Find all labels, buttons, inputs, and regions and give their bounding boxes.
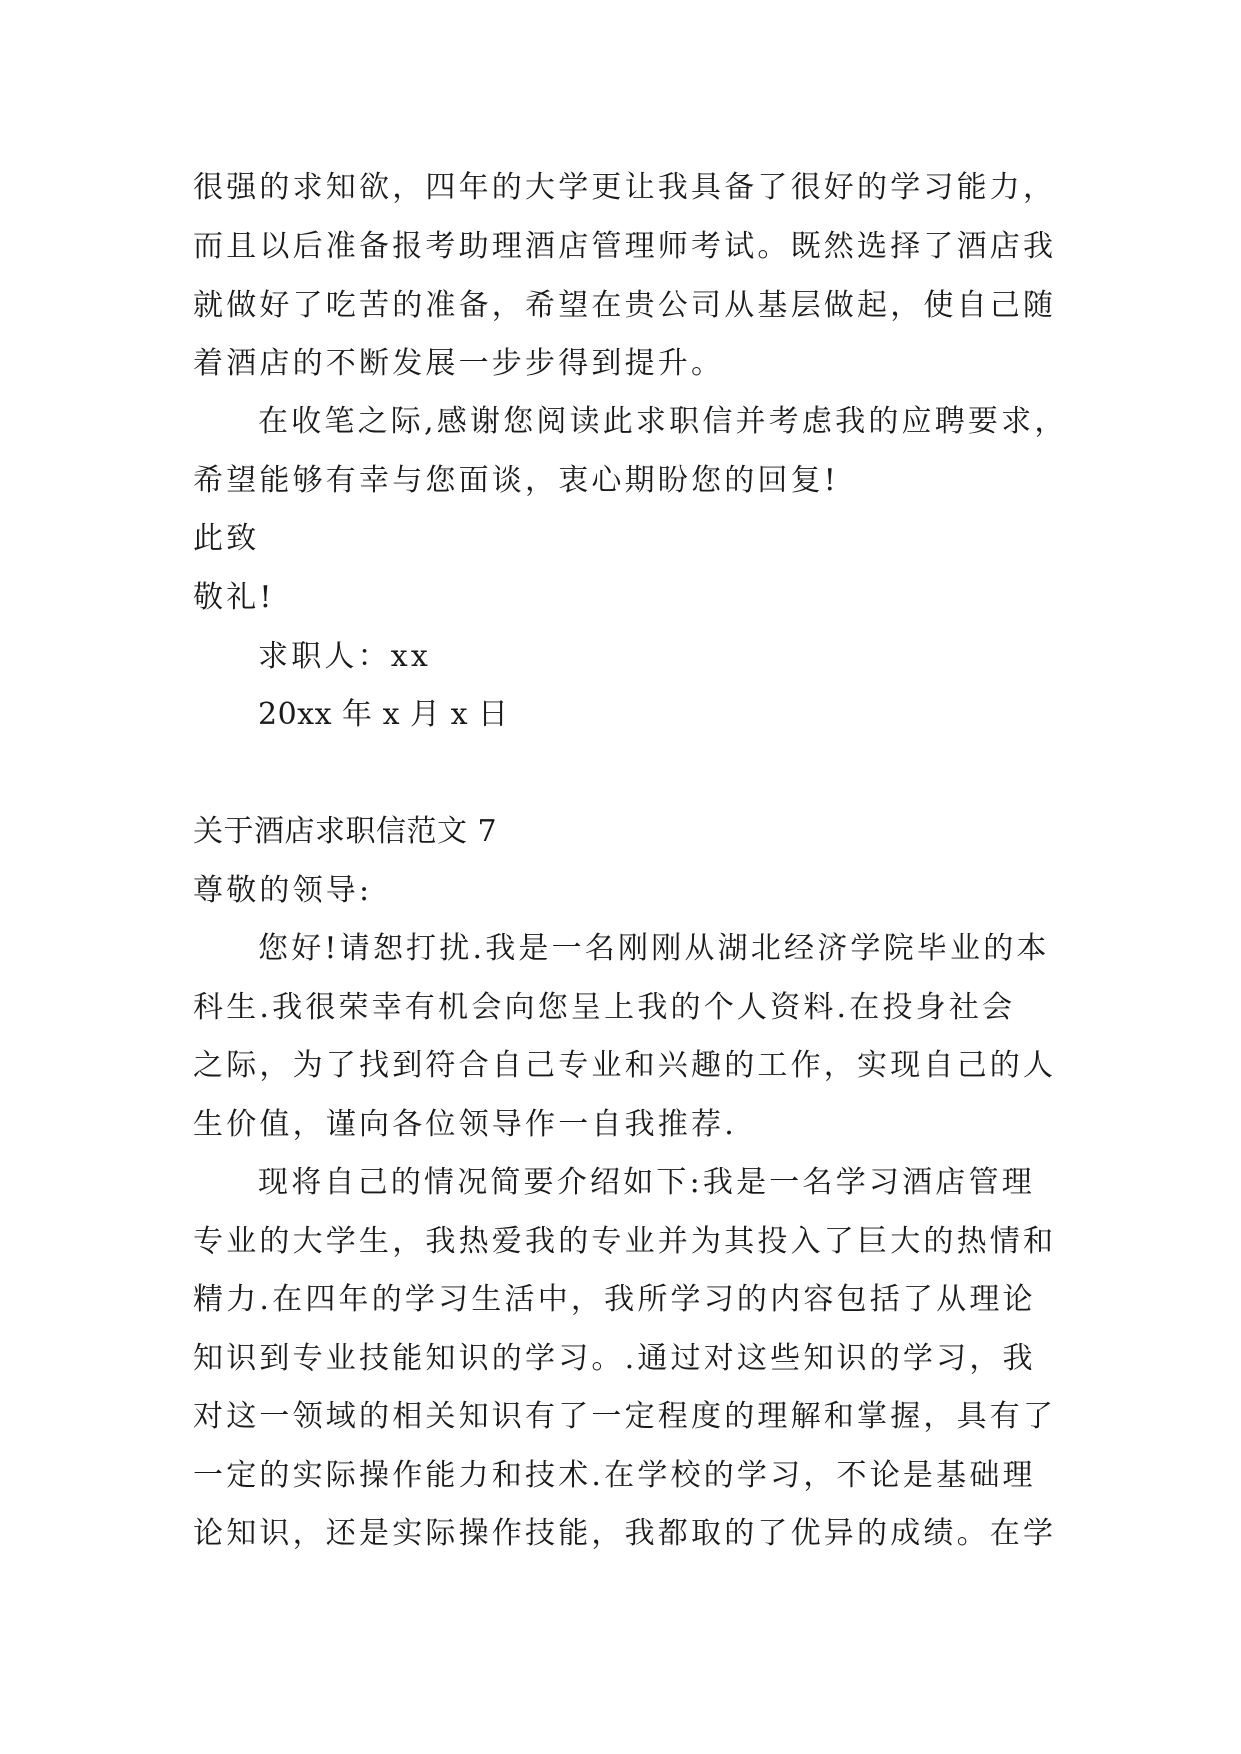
text-line: 而且以后准备报考助理酒店管理师考试。既然选择了酒店我 xyxy=(193,229,1057,264)
greeting: 尊敬的领导: xyxy=(193,873,373,908)
text-line: 之际，为了找到符合自己专业和兴趣的工作，实现自己的人 xyxy=(193,1048,1057,1083)
text-line: 生价值，谨向各位领导作一自我推荐. xyxy=(193,1107,737,1142)
text-line: 在收笔之际,感谢您阅读此求职信并考虑我的应聘要求， xyxy=(258,404,1068,439)
text-line: 您好!请恕打扰.我是一名刚刚从湖北经济学院毕业的本 xyxy=(258,931,1050,966)
text-line: 专业的大学生，我热爱我的专业并为其投入了巨大的热情和 xyxy=(193,1224,1057,1259)
text-line: 着酒店的不断发展一步步得到提升。 xyxy=(193,346,725,381)
text-line: 就做好了吃苦的准备，希望在贵公司从基层做起，使自己随 xyxy=(193,288,1057,323)
section-title: 关于酒店求职信范文 7 xyxy=(193,814,498,849)
letter-date: 20xx 年 x 月 x 日 xyxy=(258,697,509,732)
text-line: 希望能够有幸与您面谈，衷心期盼您的回复! xyxy=(193,463,840,498)
text-line: 知识到专业技能知识的学习。.通过对这些知识的学习，我 xyxy=(193,1341,1036,1376)
applicant-signature: 求职人：xx xyxy=(258,639,432,674)
text-line: 现将自己的情况简要介绍如下:我是一名学习酒店管理 xyxy=(258,1165,1035,1200)
text-line: 一定的实际操作能力和技术.在学校的学习，不论是基础理 xyxy=(193,1458,1036,1493)
text-line: 对这一领域的相关知识有了一定程度的理解和掌握，具有了 xyxy=(193,1399,1057,1434)
text-line: 精力.在四年的学习生活中，我所学习的内容包括了从理论 xyxy=(193,1282,1036,1317)
text-line: 科生.我很荣幸有机会向您呈上我的个人资料.在投身社会 xyxy=(193,990,1016,1025)
text-line: 很强的求知欲，四年的大学更让我具备了很好的学习能力， xyxy=(193,170,1057,205)
closing-regards: 敬礼! xyxy=(193,580,275,615)
text-line: 论知识，还是实际操作技能，我都取的了优异的成绩。在学 xyxy=(193,1516,1057,1551)
closing-salutation: 此致 xyxy=(193,521,260,556)
